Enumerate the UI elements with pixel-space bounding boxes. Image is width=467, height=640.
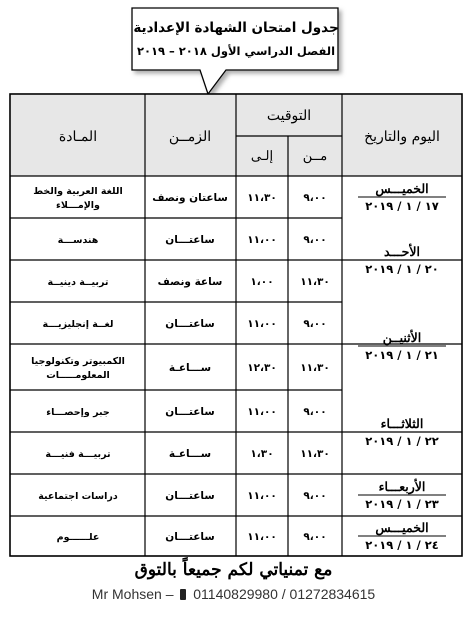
page-subtitle: الفصل الدراسي الأول ٢٠١٨ – ٢٠١٩ (136, 44, 336, 58)
day-name: الثلاثـــاء (380, 416, 424, 431)
cell-subject: الكمبيوتر وتكنولوجيا (31, 356, 125, 367)
cell-from: ٩،٠٠ (303, 318, 327, 330)
header-day-date: اليوم والتاريخ (364, 129, 440, 145)
cell-duration: ساعتـــان (165, 234, 215, 246)
header-subject: المـادة (58, 129, 98, 145)
cell-subject: تربيــة دينيــة (47, 277, 109, 288)
cell-from: ١١،٣٠ (300, 448, 330, 460)
cell-to: ١١،٠٠ (247, 490, 277, 502)
cell-from: ٩،٠٠ (303, 192, 327, 204)
cell-to: ١١،٣٠ (247, 192, 277, 204)
day-name: الأثنيــن (382, 330, 422, 345)
header-duration: الزمــن (168, 129, 212, 145)
cell-subject: هندســـة (57, 235, 99, 246)
mobile-phone-icon (180, 589, 186, 600)
cell-from: ٩،٠٠ (303, 490, 327, 502)
cell-duration: ســـاعـة (168, 448, 212, 460)
day-name: الخميـــس (375, 181, 429, 196)
cell-to: ١١،٠٠ (247, 318, 277, 330)
cell-subject: دراسات اجتماعية (38, 491, 118, 502)
cell-from: ٩،٠٠ (303, 406, 327, 418)
footer-contact (0, 586, 467, 602)
cell-subject-line2: والإمـــلاء (56, 200, 100, 211)
day-name: الأحـــد (384, 244, 420, 259)
author-name: Mr Mohsen – (91, 586, 174, 602)
day-name: الأربعـــاء (378, 479, 426, 494)
cell-to: ١،٣٠ (250, 448, 274, 460)
cell-duration: ساعتان ونصف (152, 192, 228, 204)
cell-duration: ساعتـــان (165, 406, 215, 418)
header-to: إلـى (250, 149, 274, 164)
cell-duration: ساعتـــان (165, 531, 215, 543)
cell-subject: اللغة العربية والخط (33, 186, 123, 197)
cell-duration: ساعتـــان (165, 490, 215, 502)
cell-duration: ســـاعـة (168, 362, 212, 374)
cell-subject: لغــة إنجليزيـــة (42, 319, 114, 330)
phone-numbers: 01140829980 / 01272834615 (193, 586, 376, 602)
header-from: مــن (302, 149, 328, 164)
day-date: ٢٢ / ١ / ٢٠١٩ (365, 434, 439, 448)
cell-subject-line2: المعلومـــــات (46, 370, 110, 381)
day-date: ٢١ / ١ / ٢٠١٩ (365, 348, 439, 362)
cell-duration: ساعة ونصف (157, 276, 223, 288)
cell-to: ١١،٠٠ (247, 406, 277, 418)
day-name: الخميـــس (375, 520, 429, 535)
cell-from: ٩،٠٠ (303, 531, 327, 543)
cell-subject: تربيـــة فنيـــة (45, 449, 111, 460)
cell-from: ١١،٣٠ (300, 276, 330, 288)
day-date: ٢٣ / ١ / ٢٠١٩ (365, 497, 439, 511)
cell-from: ١١،٣٠ (300, 362, 330, 374)
cell-duration: ساعتـــان (165, 318, 215, 330)
cell-subject: علــــــوم (56, 532, 100, 543)
cell-to: ١٢،٣٠ (247, 362, 277, 374)
day-date: ١٧ / ١ / ٢٠١٩ (365, 199, 439, 213)
header-time: التوقيت (266, 108, 312, 124)
page-title: جدول امتحان الشهادة الإعدادية (133, 20, 339, 36)
cell-to: ١١،٠٠ (247, 234, 277, 246)
cell-from: ٩،٠٠ (303, 234, 327, 246)
cell-to: ١،٠٠ (250, 276, 274, 288)
cell-subject: جبر وإحصـــاء (46, 407, 110, 418)
day-date: ٢٤ / ١ / ٢٠١٩ (365, 538, 439, 552)
cell-to: ١١،٠٠ (247, 531, 277, 543)
day-date: ٢٠ / ١ / ٢٠١٩ (365, 262, 439, 276)
footer-wish: مع تمنياتي لكم جميعاً بالتوق (134, 560, 333, 580)
